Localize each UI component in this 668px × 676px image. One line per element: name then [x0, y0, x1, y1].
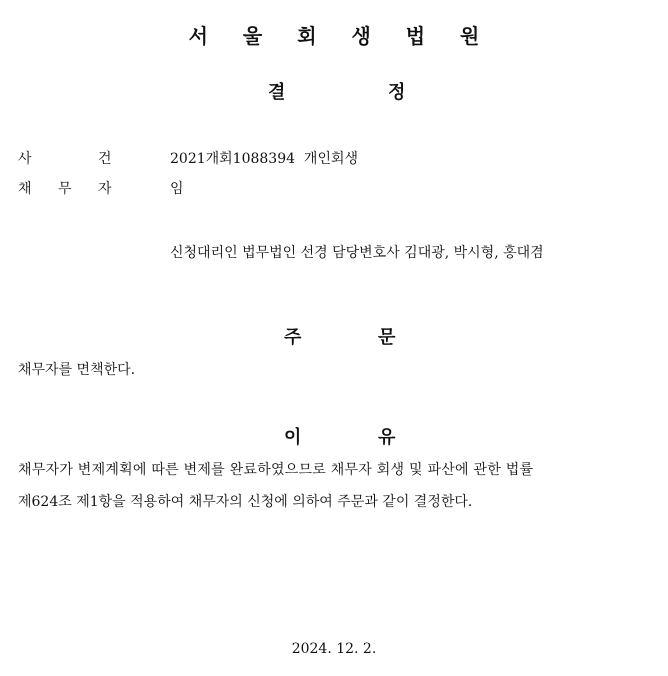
debtor-label-char-3: 자 [98, 181, 112, 197]
debtor-label-char-2: 무 [58, 181, 72, 197]
decision-date: 2024. 12. 2. [291, 641, 377, 657]
doc-type-right: 정 [388, 82, 406, 103]
court-name: 서 울 회 생 법 원 [188, 24, 494, 48]
order-heading-left: 주 [284, 327, 302, 348]
reason-text-line-2: 제624조 제1항을 적용하여 채무자의 신청에 의하여 주문과 같이 결정한다. [18, 494, 473, 510]
doc-type-left: 결 [268, 82, 286, 103]
debtor-label-char-1: 채 [18, 181, 32, 197]
reason-text-line-1: 채무자가 변제계획에 따른 변제를 완료하였으므로 채무자 회생 및 파산에 관한 법률 [18, 462, 534, 478]
debtor-name: 임 [170, 181, 184, 197]
order-heading-right: 문 [378, 327, 396, 348]
case-number: 2021개회1088394 개인회생 [170, 151, 359, 167]
case-label-char-2: 건 [98, 151, 112, 167]
reason-heading-right: 유 [378, 427, 396, 448]
applicant-agent: 신청대리인 법무법인 선경 담당변호사 김대광, 박시형, 홍대겸 [170, 245, 544, 261]
reason-heading-left: 이 [284, 427, 302, 448]
case-label-char-1: 사 [18, 151, 32, 167]
order-text: 채무자를 면책한다. [18, 362, 136, 378]
